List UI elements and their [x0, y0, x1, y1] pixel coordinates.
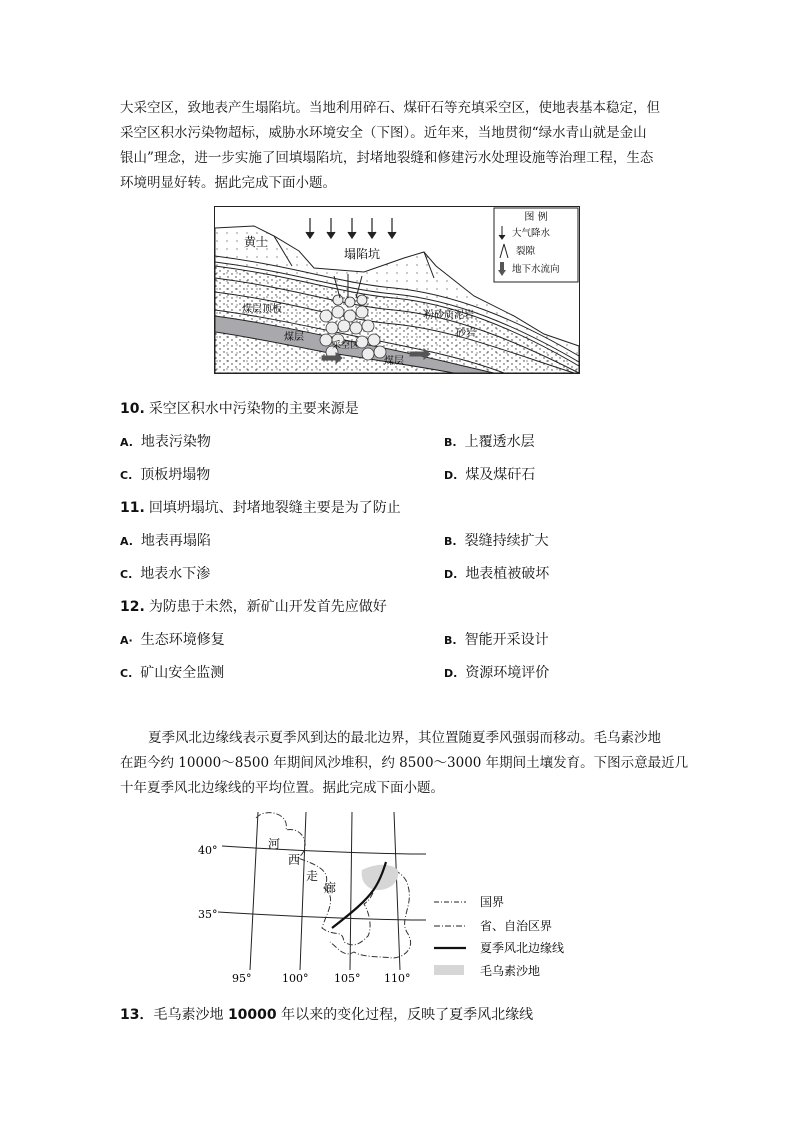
option-letter: B.	[444, 535, 457, 548]
lon-label-110: 110°	[384, 972, 411, 985]
question-number: 10.	[120, 401, 145, 417]
option-letter: D.	[444, 568, 458, 581]
label-coal-roof: 煤层顶板	[242, 304, 282, 315]
question-text: 采空区积水中污染物的主要来源是	[148, 401, 359, 417]
option-text: 地表污染物	[140, 434, 211, 450]
legend-province-border-label: 省、自治区界	[480, 919, 553, 933]
option-12a[interactable]	[120, 629, 225, 649]
goaf-cross-section-figure	[214, 206, 580, 374]
option-letter: D.	[444, 469, 458, 482]
lat-label-35: 35°	[198, 908, 218, 921]
option-text: 地表植被破坏	[465, 566, 550, 582]
label-pit: 塌陷坑	[344, 247, 381, 261]
question-number: 11.	[120, 500, 145, 516]
map-label-zou: 走	[306, 869, 319, 883]
option-11d[interactable]	[444, 563, 549, 583]
question-text-a: 毛乌素沙地	[153, 1007, 228, 1023]
lat-label-40: 40°	[198, 844, 218, 857]
passage-2-line: 夏季风北边缘线表示夏季风到达的最北边界，其位置随夏季风强弱而移动。毛乌素沙地	[148, 730, 661, 746]
legend-national-border-label: 国界	[480, 895, 505, 909]
label-siltstone: 粉砂质泥岩	[424, 310, 474, 321]
question-12	[120, 596, 387, 616]
option-10b[interactable]	[444, 431, 535, 451]
option-10a[interactable]	[120, 431, 211, 451]
legend-desert-icon	[434, 965, 464, 975]
monsoon-boundary-map	[194, 808, 604, 990]
option-10c[interactable]	[120, 464, 210, 484]
option-12b[interactable]	[444, 629, 549, 649]
passage-2	[120, 726, 689, 801]
option-text: 地表水下渗	[140, 566, 211, 582]
question-13	[120, 1004, 533, 1024]
question-year: 10000	[227, 1007, 277, 1023]
lon-label-105: 105°	[334, 972, 361, 985]
label-coal: 煤层	[284, 332, 304, 343]
graticule	[218, 812, 426, 970]
option-text: 裂缝持续扩大	[464, 533, 549, 549]
option-letter: C.	[120, 667, 133, 680]
option-letter: B.	[444, 436, 457, 449]
question-number: 12.	[120, 599, 145, 615]
option-text: 矿山安全监测	[140, 665, 225, 681]
passage-1-line: 采空区积水污染物超标，威胁水环境安全（下图）。近年来，当地贯彻“绿水青山就是金山	[120, 125, 647, 141]
legend-rain-label: 大气降水	[512, 228, 551, 239]
option-letter: C.	[120, 469, 133, 482]
option-text: 资源环境评价	[465, 665, 550, 681]
option-11a[interactable]	[120, 530, 211, 550]
map-label-he: 河	[268, 837, 281, 851]
option-11b[interactable]	[444, 530, 549, 550]
passage-1-line: 大采空区，致地表产生塌陷坑。当地利用碎石、煤矸石等充填采空区，使地表基本稳定，但	[120, 100, 660, 116]
map-label-lang: 廊	[324, 881, 337, 895]
option-text: 生态环境修复	[140, 632, 225, 648]
option-letter: C.	[120, 568, 133, 581]
option-letter: D.	[444, 667, 458, 680]
option-text: 上覆透水层	[464, 434, 535, 450]
legend-title: 图 例	[524, 212, 548, 223]
question-text: 为防患于未然，新矿山开发首先应做好	[148, 599, 387, 615]
legend-groundwater-label: 地下水流向	[512, 264, 560, 275]
question-text-b: 年以来的变化过程，反映了夏季风北缘线	[276, 1007, 534, 1023]
passage-1	[120, 96, 680, 196]
map-label-xi: 西	[288, 853, 301, 867]
option-12c[interactable]	[120, 662, 224, 682]
passage-1-line: 银山”理念，进一步实施了回填塌陷坑，封堵地裂缝和修建污水处理设施等治理工程，生态	[120, 150, 654, 166]
passage-2-line: 十年夏季风北边缘线的平均位置。据此完成下面小题。	[120, 780, 444, 796]
option-11c[interactable]	[120, 563, 210, 583]
question-11	[120, 497, 401, 517]
passage-1-line: 环境明显好转。据此完成下面小题。	[120, 175, 336, 191]
question-number: 13．	[120, 1007, 154, 1023]
option-10d[interactable]	[444, 464, 535, 484]
option-letter: B.	[444, 634, 457, 647]
label-goaf: 采空区	[332, 341, 360, 351]
label-coal-2: 煤层	[384, 356, 404, 367]
option-letter: A.	[120, 436, 133, 449]
lon-label-95: 95°	[232, 972, 252, 985]
option-text: 智能开采设计	[464, 632, 549, 648]
option-letter: A.	[120, 535, 133, 548]
option-letter: A·	[120, 634, 133, 647]
question-10	[120, 398, 359, 418]
label-sandstone: 砂岩	[456, 328, 476, 339]
option-text: 顶板坍塌物	[140, 467, 211, 483]
option-text: 地表再塌陷	[140, 533, 211, 549]
question-text: 回填坍塌坑、封堵地裂缝主要是为了防止	[148, 500, 401, 516]
legend-desert-label: 毛乌素沙地	[480, 964, 541, 978]
passage-2-line: 在距今约 10000～8500 年期间风沙堆积，约 8500～3000 年期间土壤发育。下图示意最近几	[120, 755, 689, 771]
legend-monsoon-line-label: 夏季风北边缘线	[480, 941, 565, 955]
label-loess: 黄土	[244, 235, 269, 249]
option-text: 煤及煤矸石	[465, 467, 536, 483]
lon-label-100: 100°	[282, 972, 309, 985]
legend-crack-label: 裂隙	[516, 246, 536, 257]
option-12d[interactable]	[444, 662, 549, 682]
